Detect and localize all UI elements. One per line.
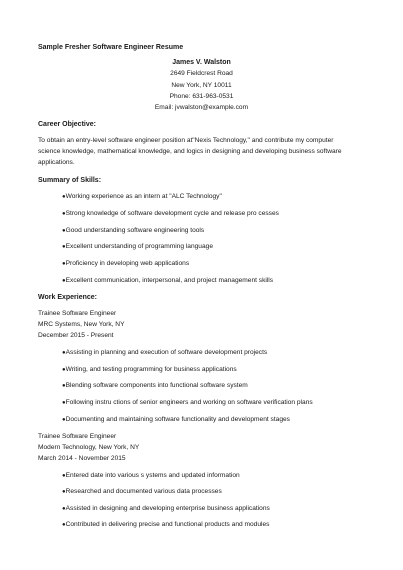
job-dates: December 2015 - Present: [38, 332, 114, 339]
skills-heading: Summary of Skills:: [38, 177, 102, 184]
bullet-icon: ●: [62, 506, 66, 512]
contact-street: 2649 Fieldcrest Road: [170, 70, 233, 77]
job-duty: ●Researched and documented various data processes: [62, 488, 222, 495]
job-company: MRC Systems, New York, NY: [38, 321, 125, 328]
bullet-icon: ●: [62, 244, 66, 250]
bullet-icon: ●: [62, 278, 66, 284]
objective-line: To obtain an entry-level software engineer position at"Nexis Technology," and contribute my computer: [38, 137, 334, 144]
bullet-icon: ●: [62, 194, 66, 200]
bullet-icon: ●: [62, 261, 66, 267]
job-duty: ●Contributed in delivering precise and functional products and modules: [62, 521, 270, 528]
job-duty: ●Documenting and maintaining software functionality and development stages: [62, 416, 290, 423]
job-dates: March 2014 - November 2015: [38, 455, 126, 462]
contact-phone: Phone: 631-963-0531: [169, 93, 234, 100]
bullet-icon: ●: [62, 417, 66, 423]
job-duty: ●Blending software components into functional software system: [62, 382, 248, 389]
skill-item: ●Excellent communication, interpersonal, and project management skills: [62, 277, 274, 284]
job-title: Trainee Software Engineer: [38, 433, 117, 440]
job-title: Trainee Software Engineer: [38, 310, 117, 317]
job-duty: ●Entered date into various s ystems and updated information: [62, 472, 240, 479]
bullet-icon: ●: [62, 367, 66, 373]
skill-item: ●Working experience as an intern at "ALC Technology": [62, 193, 222, 200]
contact-name: James V. Walston: [172, 59, 231, 66]
job-duty: ●Assisted in designing and developing enterprise business applications: [62, 505, 270, 512]
experience-heading: Work Experience:: [38, 294, 98, 301]
bullet-icon: ●: [62, 400, 66, 406]
contact-city: New York, NY 10011: [171, 82, 232, 89]
job-company: Modern Technology, New York, NY: [38, 444, 140, 451]
bullet-icon: ●: [62, 522, 66, 528]
skill-item: ●Strong knowledge of software development cycle and release pro cesses: [62, 210, 279, 217]
skill-item: ●Good understanding software engineering tools: [62, 227, 205, 234]
contact-email: Email: jvwalston@example.com: [154, 104, 249, 111]
job-duty: ●Following instru ctions of senior engineers and working on software verification plans: [62, 399, 313, 406]
bullet-icon: ●: [62, 473, 66, 479]
bullet-icon: ●: [62, 228, 66, 234]
objective-heading: Career Objective:: [38, 121, 96, 128]
job-duty: ●Assisting in planning and execution of software development projects: [62, 349, 268, 356]
objective-line: science knowledge, mathematical knowledge, and logics in designing and developing business software: [38, 148, 342, 155]
job-duty: ●Writing, and testing programming for business applications: [62, 366, 237, 373]
bullet-icon: ●: [62, 383, 66, 389]
skill-item: ●Proficiency in developing web applications: [62, 260, 190, 267]
skill-item: ●Excellent understanding of programming language: [62, 243, 213, 250]
bullet-icon: ●: [62, 350, 66, 356]
objective-line: applications.: [38, 159, 75, 166]
bullet-icon: ●: [62, 489, 66, 495]
document-title: Sample Fresher Software Engineer Resume: [38, 44, 184, 51]
bullet-icon: ●: [62, 211, 66, 217]
